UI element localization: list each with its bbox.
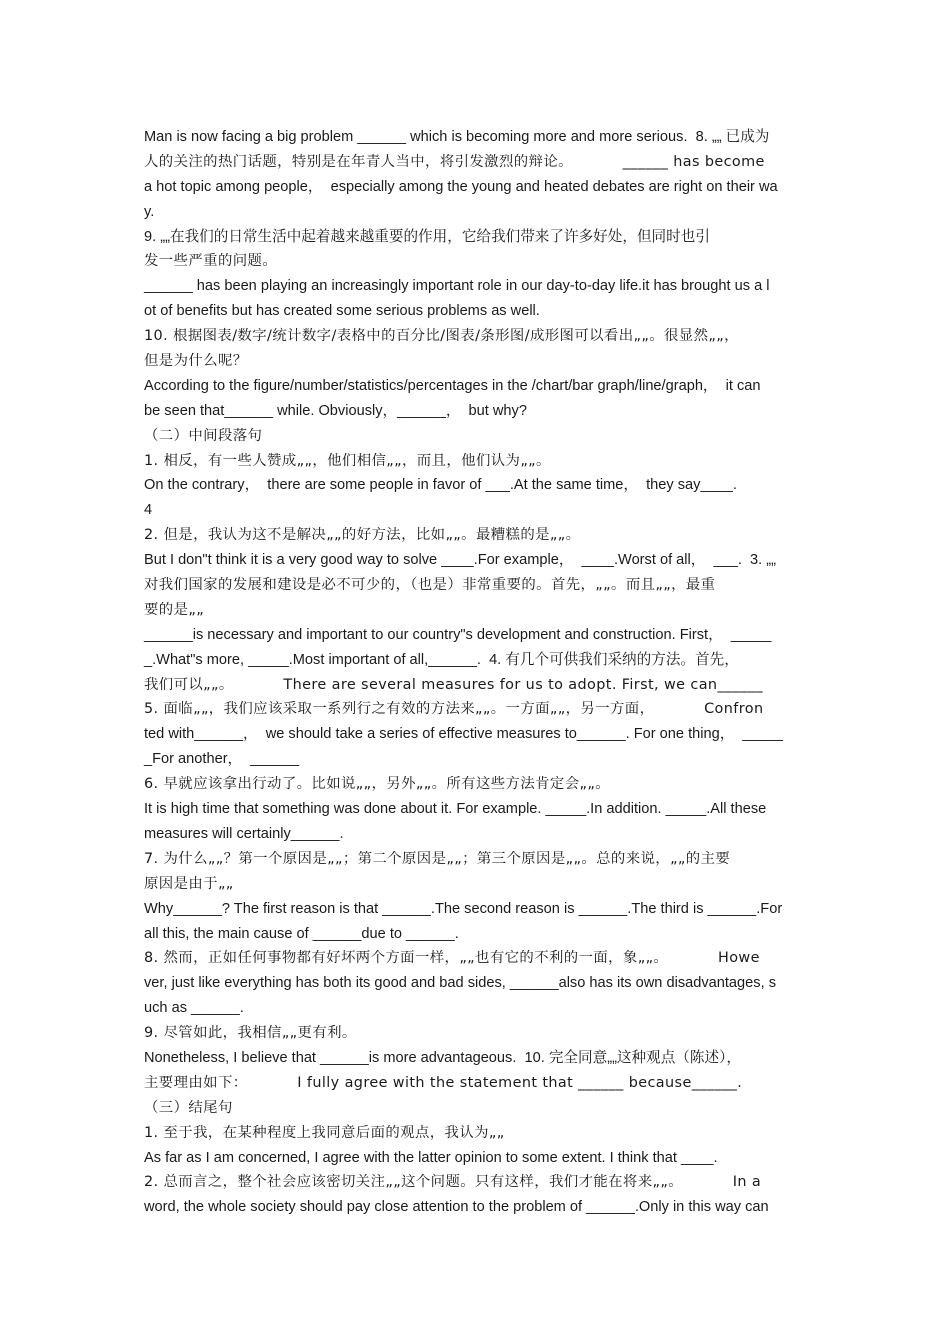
text-line: a hot topic among people， especially among the young and heated debates are right on their wa: [144, 178, 778, 195]
text-line: It is high time that something was done about it. For example. _____.In addition. _____.All these: [144, 801, 767, 818]
text-line: _For another， ______: [144, 751, 299, 768]
text-line: 2. 但是，我认为这不是解决„„的好方法，比如„„。最糟糕的是„„。: [144, 527, 581, 544]
text-line: 4: [144, 502, 153, 519]
text-line: uch as ______.: [144, 1000, 244, 1017]
text-line: 6. 早就应该拿出行动了。比如说„„，另外„„。所有这些方法肯定会„„。: [144, 776, 610, 793]
text-line: 对我们国家的发展和建设是必不可少的，（也是）非常重要的。首先，„„。而且„„，最重: [144, 577, 716, 594]
text-line: 原因是由于„„: [144, 875, 234, 892]
text-line: 主要理由如下： I fully agree with the statement that ______ because______.: [144, 1074, 743, 1091]
text-line: 要的是„„: [144, 601, 205, 618]
text-line: measures will certainly______.: [144, 825, 344, 842]
text-line: ted with______， we should take a series of effective measures to______. For one thing， _____: [144, 726, 784, 743]
text-line: 2. 总而言之，整个社会应该密切关注„„这个问题。只有这样，我们才能在将来„„。 In a: [144, 1174, 762, 1191]
text-line: 9. „„在我们的日常生活中起着越来越重要的作用，它给我们带来了许多好处，但同时也引: [144, 228, 710, 245]
text-line: Nonetheless, I believe that ______is more advantageous. 10. 完全同意„„这种观点（陈述），: [144, 1049, 741, 1066]
text-line: word, the whole society should pay close attention to the problem of ______.Only in this way can: [144, 1199, 769, 1216]
text-line: 发一些严重的问题。: [144, 253, 278, 270]
text-line: But I don"t think it is a very good way to solve ____.For example， ____.Worst of all， ___. 3. „„: [144, 552, 776, 569]
text-line: ______is necessary and important to our country"s development and construction. First， _____: [144, 626, 772, 643]
text-line: ot of benefits but has created some serious problems as well.: [144, 303, 540, 320]
text-line: all this, the main cause of ______due to ______.: [144, 925, 459, 942]
text-line: 但是为什么呢？: [144, 353, 248, 370]
text-line: 1. 至于我，在某种程度上我同意后面的观点，我认为„„: [144, 1124, 505, 1141]
text-line: 我们可以„„。 There are several measures for us to adopt. First, we can______: [144, 676, 764, 693]
text-line: According to the figure/number/statistics/percentages in the /chart/bar graph/line/graph， it can: [144, 377, 761, 394]
text-line: （三）结尾句: [144, 1099, 233, 1116]
text-line: On the contrary， there are some people in favor of ___.At the same time， they say____.: [144, 477, 737, 494]
text-line: Why______? The first reason is that ______.The second reason is ______.The third is ______.For: [144, 900, 783, 917]
text-line: 9. 尽管如此，我相信„„更有利。: [144, 1025, 357, 1042]
text-line: 7. 为什么„„？第一个原因是„„；第二个原因是„„；第三个原因是„„。总的来说，„„的主要: [144, 850, 731, 867]
document-text-body: [144, 125, 812, 1220]
text-line: 1. 相反，有一些人赞成„„，他们相信„„，而且，他们认为„„。: [144, 452, 551, 469]
text-line: _.What"s more, _____.Most important of all,______. 4. 有几个可供我们采纳的方法。首先，: [144, 651, 739, 668]
text-line: As far as I am concerned, I agree with the latter opinion to some extent. I think that ____.: [144, 1149, 718, 1166]
text-line: y.: [144, 203, 155, 220]
text-line: be seen that______ while. Obviously，______， but why?: [144, 402, 527, 419]
text-line: （二）中间段落句: [144, 427, 263, 444]
text-line: Man is now facing a big problem ______ which is becoming more and more serious. 8. „„ 已成为: [144, 129, 770, 145]
text-line: 8. 然而，正如任何事物都有好坏两个方面一样，„„也有它的不利的一面，象„„。 Howe: [144, 950, 760, 967]
text-line: ver, just like everything has both its good and bad sides, ______also has its own disadvantages, s: [144, 975, 776, 992]
text-line: 10. 根据图表/数字/统计数字/表格中的百分比/图表/条形图/成形图可以看出„„。很显然„„，: [144, 328, 739, 345]
text-line: 5. 面临„„，我们应该采取一系列行之有效的方法来„„。一方面„„，另一方面， Confron: [144, 701, 764, 718]
text-line: 人的关注的热门话题，特别是在年青人当中，将引发激烈的辩论。 ______ has become: [144, 153, 765, 170]
text-line: ______ has been playing an increasingly important role in our day-to-day life.it has brought us a l: [144, 278, 770, 295]
